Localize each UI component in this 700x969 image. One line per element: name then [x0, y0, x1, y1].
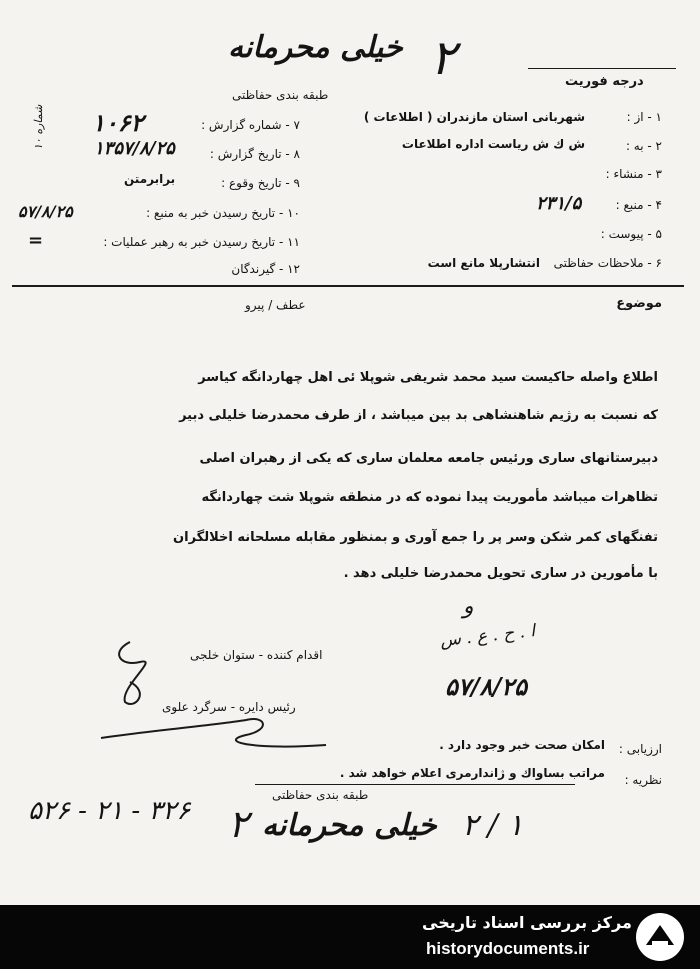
- opinion-underline: [255, 784, 575, 785]
- margin-note-and: و: [463, 594, 474, 619]
- classification-footer: طبقه بندی حفاظتی: [272, 788, 369, 802]
- field-source-value: ۲۳۱/۵: [536, 193, 582, 214]
- bottom-classification-stamp: خیلی محرمانه: [262, 808, 437, 843]
- evaluation-label: ارزیابی :: [618, 742, 662, 756]
- bottom-stamp-prefix: ۲: [228, 802, 249, 846]
- priority-label: درجه فوریت: [565, 74, 644, 89]
- archive-org-name: مرکز بررسی اسناد تاریخی: [422, 913, 632, 932]
- top-classification-stamp: خیلی محرمانه: [228, 30, 403, 65]
- subject-value: عطف / پیرو: [245, 298, 306, 312]
- archive-url-link[interactable]: historydocuments.ir: [426, 939, 590, 958]
- vertical-margin-note: شماره ۱۰: [32, 104, 45, 150]
- field-report-date-label: ۸ - تاریخ گزارش :: [209, 147, 300, 161]
- field-to-value: ش ك ش ریاست اداره اطلاعات: [401, 137, 585, 151]
- field-operations-date-label: ۱۱ - تاریخ رسیدن خبر به رهبر عملیات :: [103, 235, 300, 249]
- archive-footer: [0, 905, 700, 969]
- priority-underline: [528, 68, 676, 69]
- body-line: که نسبت به رژیم شاهنشاهی بد بین میباشد ، از طرف محمدرضا خلیلی دبیر: [179, 408, 658, 423]
- signature-scribble-2: [96, 700, 336, 760]
- field-report-number-label: ۷ - شماره گزارش :: [201, 118, 300, 132]
- field-report-date-value: ۱۳۵۷/۸/۲۵: [94, 138, 175, 159]
- chief-label: رئیس دایره - سرگرد علوی: [162, 700, 296, 714]
- body-line: اطلاع واصله حاکیست سید محمد شریفی شوپلا ئی اهل چهاردانگه کیاسر: [198, 370, 658, 385]
- field-origin-label: ۳ - منشاء :: [605, 167, 662, 181]
- bottom-page-indicator: ۲ / ۱: [462, 808, 524, 843]
- body-line: دبیرستانهای ساری ورئیس جامعه معلمان ساری که یکی از رهبران اصلی: [199, 451, 658, 466]
- field-security-notes-value: انتشارپلا مانع است: [427, 256, 540, 270]
- body-line: با مأمورین در ساری تحویل محمدرضا خلیلی دهد .: [343, 566, 658, 581]
- field-attachment-label: ۵ - پیوست :: [600, 227, 662, 241]
- field-report-number-value: ۱۰۶۲: [92, 108, 144, 137]
- field-occurrence-date-value: برابرمتن: [124, 172, 176, 186]
- header-separator: [12, 285, 684, 287]
- bottom-reference-number: ۵۲۶ - ۲۱ - ۳۲۶: [28, 796, 191, 826]
- body-line: تظاهرات میباشد مأموریت پیدا نموده که در منطقه شوپلا شت چهاردانگه: [201, 490, 658, 505]
- field-security-notes-label: ۶ - ملاحظات حفاظتی: [553, 256, 662, 270]
- field-to-label: ۲ - به :: [625, 139, 662, 153]
- body-line: تفنگهای کمر شکن وسر پر را جمع آوری و بمنظور مقابله مسلحانه اخلالگران: [173, 530, 658, 545]
- field-source-label: ۴ - منبع :: [615, 198, 662, 212]
- field-from-label: ۱ - از :: [626, 110, 662, 124]
- action-officer-label: اقدام کننده - ستوان خلجی: [190, 648, 323, 662]
- subject-label: موضوع: [616, 296, 662, 311]
- field-recipients-label: ۱۲ - گیرندگان: [231, 262, 300, 276]
- evaluation-text: امکان صحت خبر وجود دارد .: [439, 738, 605, 752]
- opinion-text: مراتب بساواك و ژاندارمری اعلام خواهد شد .: [339, 766, 605, 780]
- archive-logo-icon: [634, 911, 686, 963]
- field-source-date-value: ۵۷/۸/۲۵: [18, 202, 73, 221]
- classification-heading: طبقه بندی حفاظتی: [232, 88, 329, 102]
- field-operations-date-value: =: [28, 230, 44, 251]
- margin-note-initials: ا . ح . ع . س: [439, 621, 537, 651]
- margin-note-date: ۵۷/۸/۲۵: [445, 672, 527, 701]
- field-from-value: شهربانی استان مازندران ( اطلاعات ): [363, 110, 585, 124]
- field-occurrence-date-label: ۹ - تاریخ وقوع :: [221, 176, 300, 190]
- field-source-date-label: ۱۰ - تاریخ رسیدن خبر به منبع :: [146, 206, 300, 220]
- opinion-label: نظریه :: [624, 773, 662, 787]
- top-handwritten-mark: ۲: [430, 30, 456, 86]
